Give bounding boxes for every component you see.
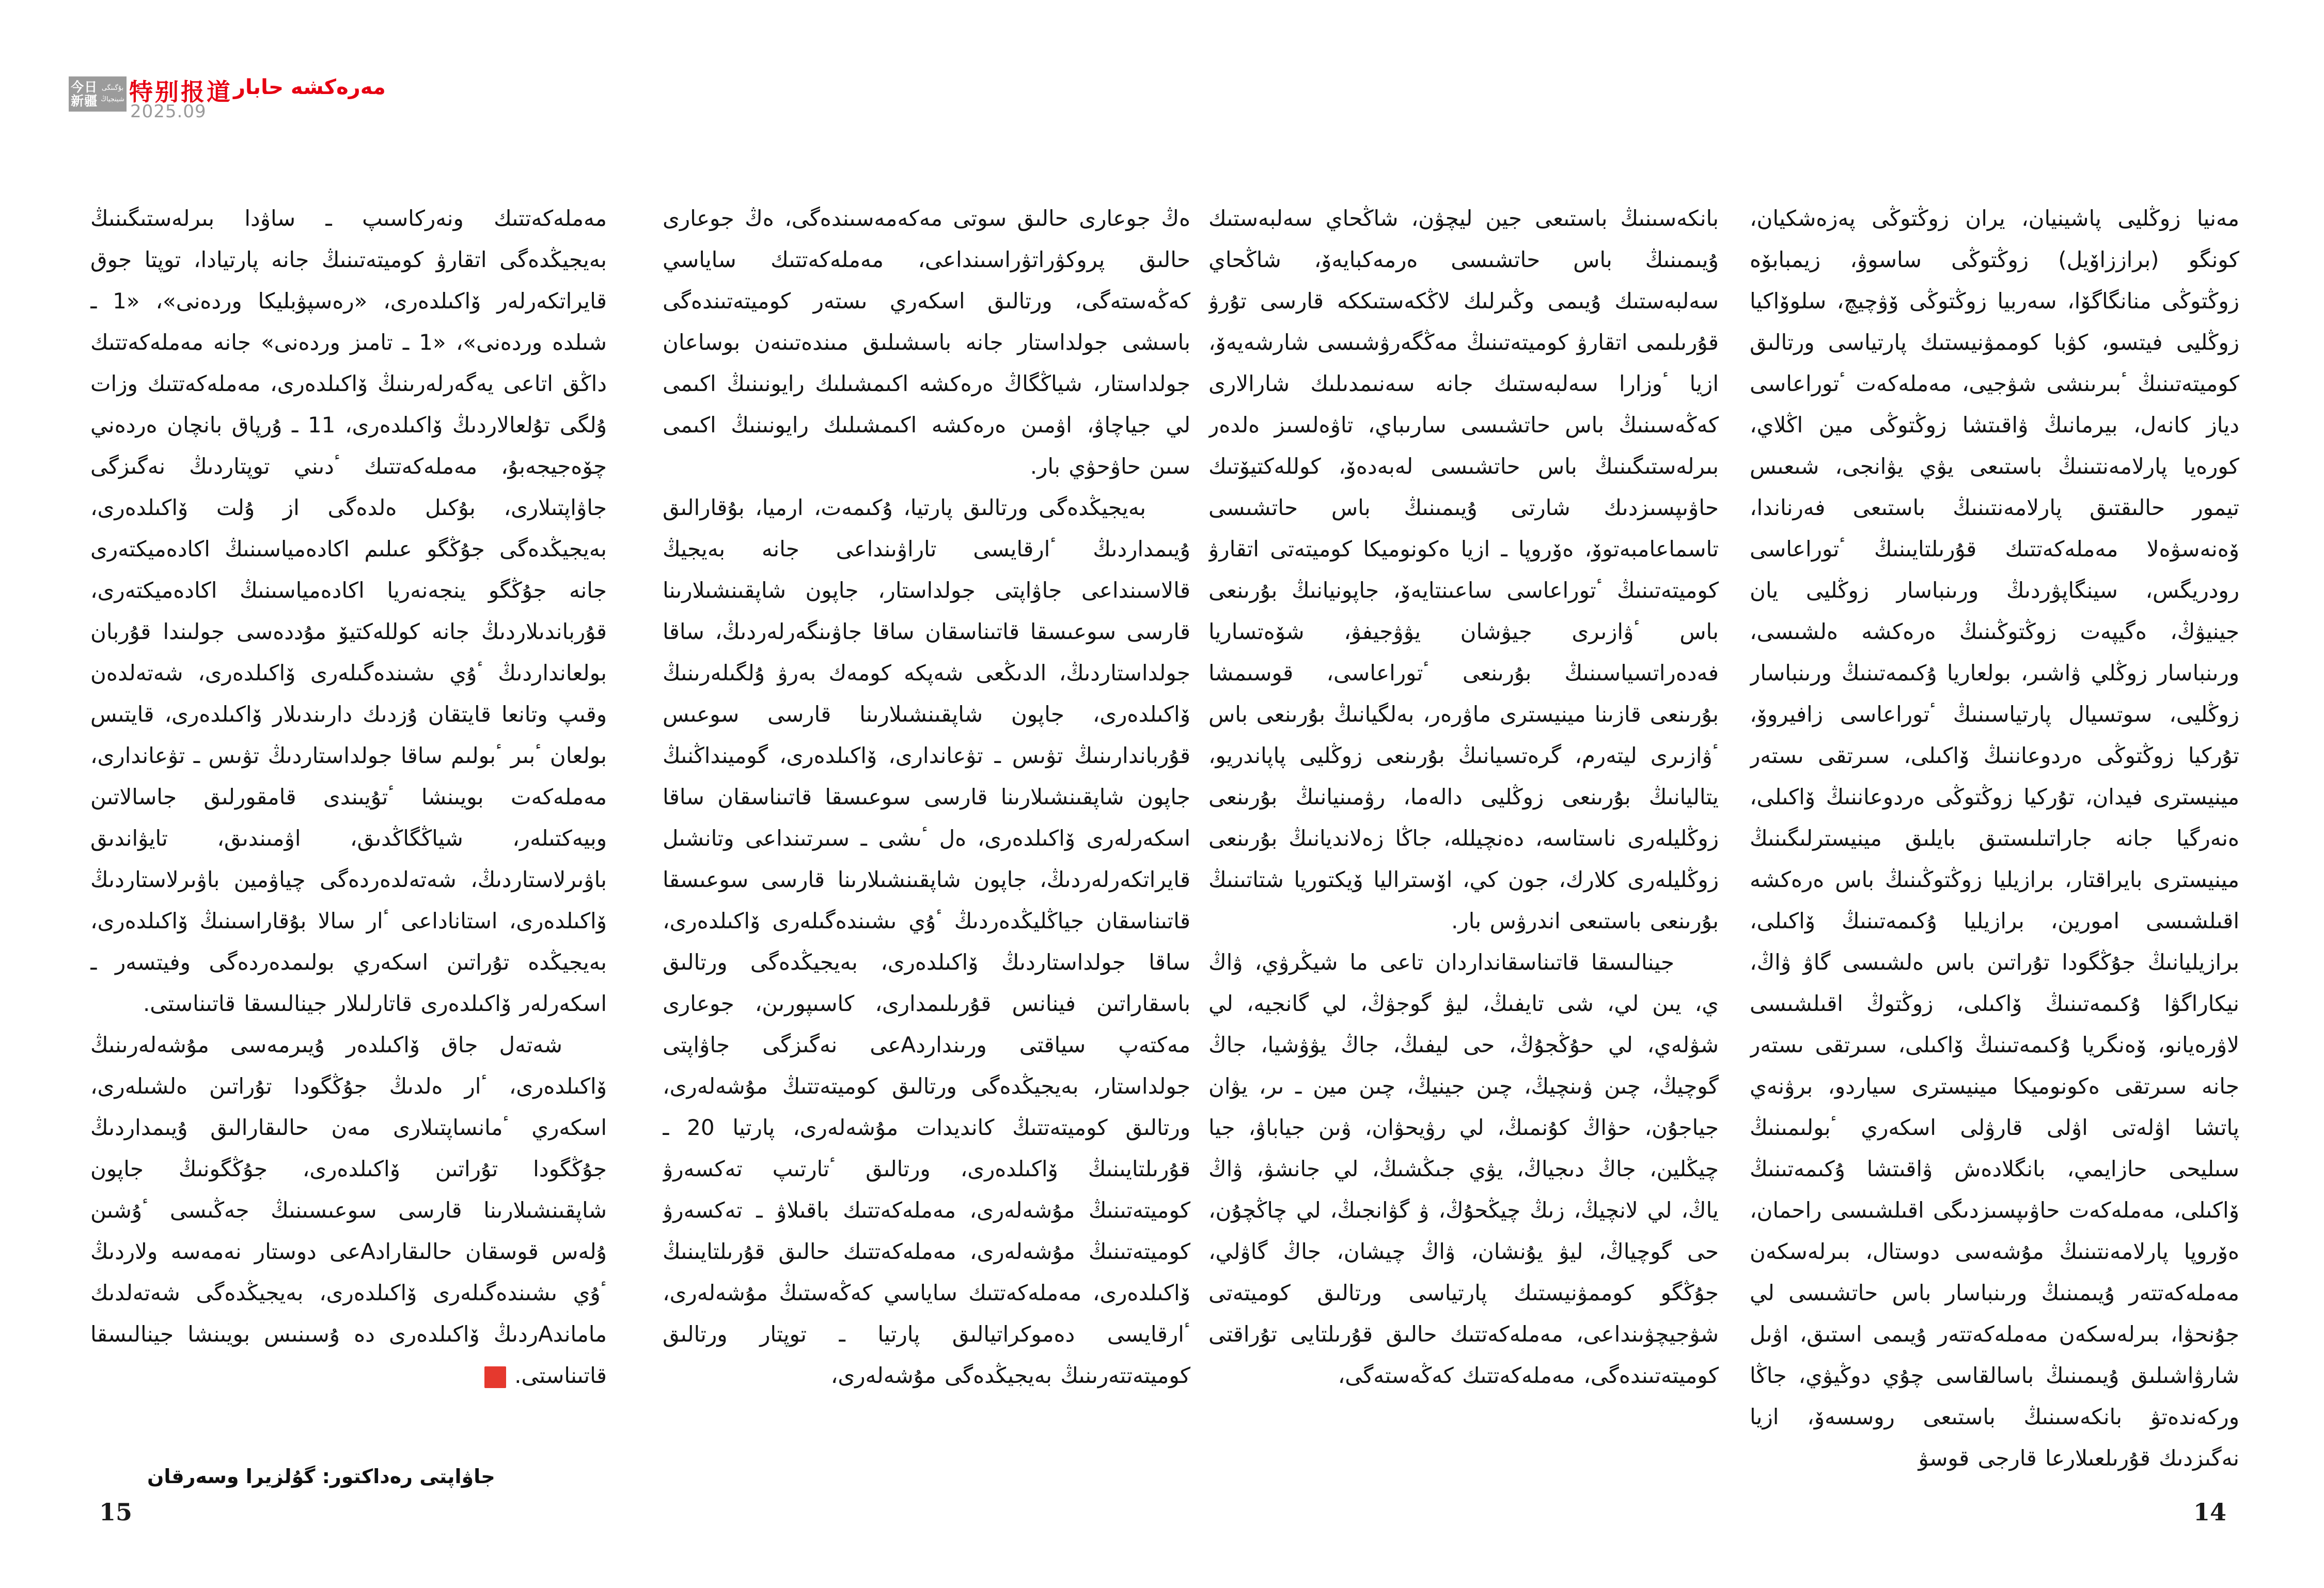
editor-byline: جاۋاپتى رەداكتور: گۇلزيرا وسەرقان: [147, 1465, 495, 1488]
article-paragraph: ەڭ جوعارى حالىق سوتى مەكەمەسىندەگى، ەڭ جوعارى حالىق پروكۋراتۋراسىنداعى، مەملەكەتتىك ساياسي كەڭەستەگى، ورتالىق اسكەري ىستەر كوميتەتىندەگى باسشى جولداستار جانە باسشىلىق مىندەتىنەن بوساعان جولداستار، شياڭگاڭ ەرەكشە اكىمشىلىك رايونىنىڭ اكىمى لي جياچاۋ، اۋمىن ەرەكشە اكىمشىلىك رايونىنىڭ اكىمى سىن حاۋحۋي بار.: [663, 206, 1190, 479]
article-end-mark-icon: ر: [484, 1366, 506, 1388]
issue-date: 2025.09: [130, 101, 207, 122]
masthead: [0, 0, 620, 134]
logo-arabic-text: بۇگىنگى شينجياڭ: [101, 84, 124, 103]
article-column-p15-left: [90, 198, 607, 1479]
article-column-p14-left: [1208, 198, 1719, 1479]
article-paragraph: مەنيا زوڭليى پاشينيان، يران زوڭتوڭى پەزەشكيان، كونگو (براززاۆيل) زوڭتوڭى ساسوۋ، زيمبابۆە زوڭتوڭى منانگاگۆا، سەربيا زوڭتوڭى ۆۋچيچ، سلوۆاكيا زوڭليى فيتسو، كۋبا كوممۋنيستىك پارتياسى ورتالىق كوميتەتىنىڭ ٴبىرىنشى شۋجيى، مەملەكەت ٴتوراعاسى دياز كانەل، بيرمانىڭ ۋاقىتشا زوڭتوڭى مين اڭلاي، كورەيا پارلامەنتىنىڭ باستىعى يۋي يۋانجى، شىعىس تيمور حالىقتىق پارلامەنتىنىڭ باستىعى فەرناندا، ۆەنەسۋەلا مەملەكەتتىك قۇرىلتايىنىڭ ٴتوراعاسى رودريگس، سينگاپۋردىڭ ورىنباسار زوڭليى يان جينيۋڭ، ەگيپەت زوڭتوڭىنىڭ ەرەكشە ەلشىسى، ورىنباسار زوڭلي ۋاشىر، بولعاريا ۇكىمەتىنىڭ ورىنباسار زوڭليى، سوتسيال پارتياسىنىڭ ٴتوراعاسى زافيروۆ، تۇركيا زوڭتوڭى ەردوعاننىڭ ۆاكىلى، سىرتقى ىستەر مينيسترى فيدان، تۇركيا زوڭتوڭى ەردوعاننىڭ ۆاكىلى، ەنەرگيا جانە جاراتىلىستىق بايلىق مينيسترلىگىنىڭ مينيسترى بايراقتار، برازيليا زوڭتوڭىنىڭ باس ەرەكشە اقىلشىسى امورين، برازيليا ۇكىمەتىنىڭ ۆاكىلى، برازيليانىڭ جۇڭگودا تۇراتىن باس ەلشىسى گاۋ ۋاڭ، نيكاراگۋا ۇكىمەتىنىڭ ۆاكىلى، زوڭتوڭ اقىلشىسى لاۋرەيانو، ۆەنگريا ۇكىمەتىنىڭ ۆاكىلى، سىرتقى ىستەر جانە سىرتقى ەكونوميكا مينيسترى سياردو، برۋنەي پاتشا اۋلەتى اۋلى قارۋلى اسكەري ٴبولىمىنىڭ سىليحى حازايمي، بانگلادەش ۋاقىتشا ۇكىمەتىنىڭ ۆاكىلى، مەملەكەت حاۋىپسىزدىگى اقىلشىسى راحمان، ەۆروپا پارلامەنتىنىڭ مۇشەسى دوستال، بىرلەسكەن مەملەكەتتەر ۇيىمىنىڭ ورىنباسار باس حاتشىسى لي جۇنحۋا، بىرلەسكەن مەملەكەتتەر ۇيىمى استىق، اۋىل شارۋاشىلىق ۇيىمىنىڭ باسالقاسى چۇي دوڭيۋي، جاڭا وركەندەتۋ بانكەسىنىڭ باستىعى روسسەۆ، ازيا نەگىزدىك قۇرىلعىلارعا قارجى قوسۋ: [1750, 206, 2239, 1471]
section-title-chinese: 特别报道: [129, 78, 232, 106]
page-number-left: 15: [99, 1498, 133, 1526]
newspaper-logo: [69, 76, 127, 112]
logo-chinese-text: 今日 新疆: [71, 80, 98, 108]
article-paragraph: مەملەكەتتىك ونەركاسىپ ـ ساۋدا بىرلەستىگىنىڭ بەيجيڭدەگى اتقارۋ كوميتەتىنىڭ جانە پارتيادا، توپتا جوق قايراتكەرلەر ۆاكىلدەرى، «رەسپۋبليكا وردەنى»، «1 ـ شىلدە وردەنى»، «1 ـ تامىز وردەنى» جانە مەملەكەتتىك داڭق اتاعى يەگەرلەرىنىڭ ۆاكىلدەرى، مەملەكەتتىك وزات ۇلگى تۇلعالاردىڭ ۆاكىلدەرى، 11 ـ ۇرپاق بانچان ەردەني چۆەجيجەبۇ، مەملەكەتتىك ٴدىني توپتاردىڭ نەگىزگى جاۋاپتىلارى، بۇكىل ەلدەگى از ۇلت ۆاكىلدەرى، بەيجيڭدەگى جۇڭگو عىلىم اكادەمياسىنىڭ اكادەميكتەرى جانە جۇڭگو ينجەنەريا اكادەمياسىنىڭ اكادەميكتەرى، قۇرباندىلاردىڭ جانە كوللەكتيۆ مۇددەسى جولىندا قۇربان بولعانداردىڭ ٴۇي ىشىندەگىلەرى ۆاكىلدەرى، شەتەلدەن وقىپ وتانعا قايتقان ۇزدىك دارىندىلار ۆاكىلدەرى، قايتىس بولعان ٴبىر ٴبولىم ساقا جولداستاردىڭ تۋىس ـ تۋعاندارى، مەملەكەت بويىنشا ٴتۇيىندى قامقورلىق جاسالاتىن وبيەكتىلەر، شياڭگاڭدىق، اۋمىندىق، تايۋاندىق باۋىرلاستاردىڭ، شەتەلدەردەگى چياۋمين باۋىرلاستاردىڭ ۆاكىلدەرى، استاناداعى ٴار سالا بۇقاراسىنىڭ ۆاكىلدەرى، بەيجيڭدە تۇراتىن اسكەري بولىمدەردەگى وفيتسەر ـ اسكەرلەر ۆاكىلدەرى قاتارلىلار جينالىسقا قاتىناستى.: [90, 206, 607, 1016]
article-paragraph: جينالىسقا قاتىناسقانداردان تاعى ما شيڭرۋي، ۋاڭ ي، يىن لي، شى تايفىڭ، ليۋ گوجۋڭ، لي گانجيە، لي شۋلەي، لي حۇڭجۇڭ، حى ليفىڭ، جاڭ يۋۋشيا، جاڭ گوچيڭ، چىن ۋىنچيڭ، چىن جينيڭ، چىن مين ـ ىر، يۋان جياجۇن، حۋاڭ كۇنمىڭ، لي رۋيحۋان، ۋىن جياباۋ، جيا چيڭلين، جاڭ دىجياڭ، يۋي جىڭشىڭ، لي جانشۋ، ۋاڭ ياڭ، لي لانچيڭ، زىڭ چيڭحۇڭ، ۋ گۋانجىڭ، لي چاڭچۇن، حى گوچياڭ، ليۋ يۇنشان، ۋاڭ چيشان، جاڭ گاۋلي، جۇڭگو كوممۋنيستىك پارتياسى ورتالىق كوميتەتى شۋجيچۋىنداعى، مەملەكەتتىك حالىق قۇرىلتايى تۇراقتى كوميتەتىندەگى، مەملەكەتتىك كەڭەستەگى،: [1208, 949, 1719, 1388]
article-column-p15-right: [663, 198, 1190, 1479]
section-title-arabic: مەرەكشە حابار: [233, 75, 386, 99]
article-paragraph: بانكەسىنىڭ باستىعى جين ليچۋن، شاڭحاي سەلبەستىك ۇيىمىنىڭ باس حاتشىسى ەرمەكبايەۆ، شاڭحاي سەلبەستىك ۇيىمى وڭىرلىك لاڭكەستىككە قارسى تۇرۋ قۇرىلىمى اتقارۋ كوميتەتىنىڭ مەڭگەرۋشىسى شارشەيەۆ، ازيا ٴوزارا سەلبەستىك جانە سەنىمدىلىك شارالارى كەڭەسىنىڭ باس حاتشىسى سارىباي، تاۋەلسىز ەلدەر بىرلەستىگىنىڭ باس حاتشىسى لەبەدەۆ، كوللەكتيۆتىك حاۋىپسىزدىك شارتى ۇيىمىنىڭ باس حاتشىسى تاسماعامبەتوۆ، ەۆروپا ـ ازيا ەكونوميكا كوميتەتى اتقارۋ كوميتەتىنىڭ ٴتوراعاسى ساعىنتايەۆ، جاپونيانىڭ بۇرىنعى باس ٴۋازىرى جيۋشان يۋۋجيفۋ، شۆەتساريا فەدەراتسياسىنىڭ بۇرىنعى ٴتوراعاسى، قوسىمشا بۇرىنعى قازىنا مينيسترى ماۋرەر، بەلگيانىڭ بۇرىنعى باس ٴۋازىرى ليتەرم، گرەتسيانىڭ بۇرىنعى زوڭليى پاپاندريو، يتاليانىڭ بۇرىنعى زوڭليى دالەما، رۋمىنيانىڭ بۇرىنعى زوڭليلەرى ناستاسە، دەنچيللە، جاڭا زەلانديانىڭ بۇرىنعى زوڭليلەرى كلارك، جون كي، اۆستراليا ۆيكتوريا شتاتىنىڭ بۇرىنعى باستىعى اندرۋس بار.: [1208, 206, 1719, 933]
page-number-right: 14: [2193, 1498, 2227, 1526]
article-paragraph: شەتەل جاق ۆاكىلدەر ۇيىرمەسى مۇشەلەرىنىڭ ۆاكىلدەرى، ٴار ەلدىڭ جۇڭگودا تۇراتىن ەلشىلەرى، اسكەري ٴمانساپتىلارى مەن حالىقارالىق ۇيىمداردىڭ جۇڭگودا تۇراتىن ۆاكىلدەرى، جۇڭگونىڭ جاپون شاپقىنشىلارىنا قارسى سوعىسىنىڭ جەڭىسى ٴۇشىن ۇلەس قوسقان حالىقارادAعى دوستار نەمەسە ولاردىڭ ٴۇي ىشىندەگىلەرى ۆاكىلدەرى، بەيجيڭدەگى شەتەلدىك ماماندAردىڭ ۆاكىلدەرى دە ۇسىنىس بويىنشا جينالىسقا قاتىناستى.ر: [90, 1032, 607, 1388]
article-paragraph: بەيجيڭدەگى ورتالىق پارتيا، ۇكىمەت، ارميا، بۇقارالىق ۇيىمداردىڭ ٴارقايسى تاراۋىنداعى جانە بەيجيڭ قالاسىنداعى جاۋاپتى جولداستار، جاپون شاپقىنشىلارىنا قارسى سوعىسقا قاتىناسقان ساقا جاۋىنگەرلەردىڭ، ساقا جولداستاردىڭ، الدىڭعى شەپكە كومەك بەرۋ ۇلگىلەرىنىڭ ۆاكىلدەرى، جاپون شاپقىنشىلارىنا قارسى سوعىس قۇرباندارىنىڭ تۋىس ـ تۋعاندارى، ۆاكىلدەرى، گومينداڭنىڭ جاپون شاپقىنشىلارىنا قارسى سوعىسقا قاتىناسقان ساقا اسكەرلەرى ۆاكىلدەرى، ەل ٴىشى ـ سىرتىنداعى وتانشىل قايراتكەرلەردىڭ، جاپون شاپقىنشىلارىنا قارسى سوعىسقا قاتىناسقان جياڭليڭدەردىڭ ٴۇي ىشىندەگىلەرى ۆاكىلدەرى، ساقا جولداستاردىڭ ۆاكىلدەرى، بەيجيڭدەگى ورتالىق باسقاراتىن فينانس قۇرىلىمدارى، كاسىپورىن، جوعارى مەكتەپ سياقتى ورىنداردAعى نەگىزگى جاۋاپتى جولداستار، بەيجيڭدەگى ورتالىق كوميتەتتىڭ مۇشەلەرى، ورتالىق كوميتەتتىڭ كانديدات مۇشەلەرى، پارتيا 20 ـ قۇرىلتايىنىڭ ۆاكىلدەرى، ورتالىق ٴتارتىپ تەكسەرۋ كوميتەتىنىڭ مۇشەلەرى، مەملەكەتتىك باقىلاۋ ـ تەكسەرۋ كوميتەتىنىڭ مۇشەلەرى، مەملەكەتتىك حالىق قۇرىلتايىنىڭ ۆاكىلدەرى، مەملەكەتتىك ساياسي كەڭەستىڭ مۇشەلەرى، ٴارقايسى دەموكراتيالىق پارتيا ـ توپتار ورتالىق كوميتەتتەرىنىڭ بەيجيڭدەگى مۇشەلەرى،: [663, 495, 1190, 1388]
article-column-p14-right: [1750, 198, 2239, 1479]
